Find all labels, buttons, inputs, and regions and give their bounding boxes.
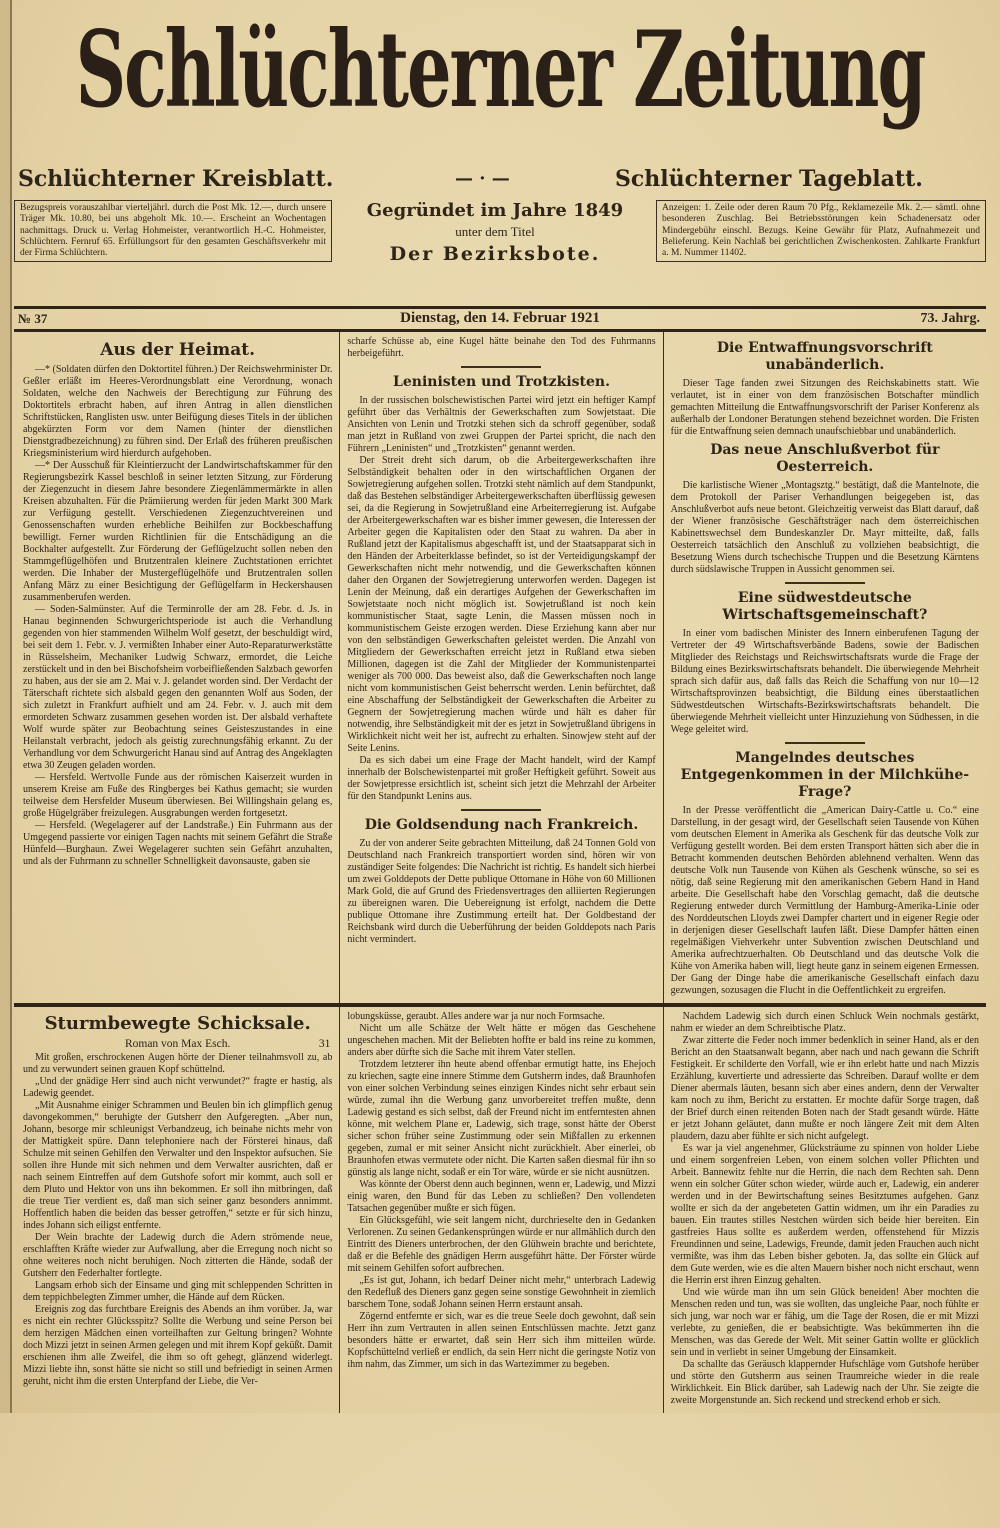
- dateline: [14, 309, 986, 329]
- article-headline: Das neue Anschlußverbot für Oesterreich.: [710, 442, 940, 475]
- carryover-text: scharfe Schüsse ab, eine Kugel hätte beinahe den Tod des Fuhrmanns herbeigeführt.: [347, 336, 656, 359]
- right-news-column: [663, 332, 986, 1003]
- serial-paragraph: Ereignis zog das furchtbare Ereignis des Abends an ihm vorüber. Ja, war es nicht ein rechter Glücksspitz? Sollte die Werbung und seine Person bei dem herzigen Mädchen einen vorteilhaften zur Geltung bringen? Wohnte doch Mizzi jetzt in seinen Armen gelegen und mit ihrem Kopf geküßt. Damit erschienen ihm alle Zweifel, die ihm so oft gehegt, glänzend widerlegt. Mizzi liebte ihn, sonst hätte sie nicht so still und befriedigt in seinen Armen geruht, nicht ihm die ersten Unterpfand der Liebe, die Ver-: [23, 1304, 333, 1387]
- serial-paragraph: Ein Glücksgefühl, wie seit langem nicht, durchrieselte den in Gedanken Verlorenen. Zu seinen Gedankensprüngen würde er nur allmählich durch den Eintritt des Dieners unterbrochen, der den Glühwein brachte und berichtete, daß er die Befehle des gnädigen Herrn ausgeführt hätte. Der Förster würde mit seinem Gehilfen sofort aufbrechen.: [347, 1215, 656, 1274]
- separator: [461, 809, 541, 811]
- founded-line: Gegründet im Jahre 1849: [366, 200, 624, 221]
- article-paragraph: — Hersfeld. (Wegelagerer auf der Landstraße.) Ein Fuhrmann aus der Umgegend passierte vor einigen Tagen nachts mit seinem Gefährt die Straße Hünfeld—Burghaun. Zwei Wegelagerer suchten sein Gefährt anzuhalten, und als der Fuhrmann zu schneller Schnelligkeit davonsauste, gaben sie: [23, 820, 333, 867]
- serial-paragraph: Der Wein brachte der Ladewig durch die Adern strömende neue, erschlafften Kräfte wieder zur Aufwallung, aber die Erregung noch nicht so ohne weiteres noch nicht beruhigen. Noch zitterten die Hände, sodaß der Gutsherr den Federhalter fortlegte.: [23, 1232, 333, 1279]
- issue-number: № 37: [18, 311, 48, 326]
- subscription-info-box: Bezugspreis vorauszahlbar vierteljährl. durch die Post Mk. 12.—, durch unsere Träger Mk. 10.80, bei uns abgeholt Mk. 10.—. Erscheint an Wochentagen nachmittags. Druck u. Verlag Hohmeister, verantwortlich H.-C. Hohmeister, Schlüchtern. Fernruf 65. Erfüllungsort für den gesamten Geschäftsverkehr mit der Firma Schlüchtern.: [14, 200, 332, 262]
- founding-block: [345, 198, 645, 267]
- article-paragraph: Zu der von anderer Seite gebrachten Mitteilung, daß 24 Tonnen Gold von Deutschland nach Frankreich transportiert worden sind, hören wir von zuständiger Seite folgendes: Die Nachricht ist richtig. Es handelt sich hierbei um zwei Golddepots der Dette publique Ottomane in Höhe von 60 Millionen Mark Gold, die auf Grund des Friedensvertrages den alliierten Regierungen zu übereignen waren. Die Uebereignung ist erfolgt, nachdem die Dette publique Ottomane ihre Zustimmung erteilt hat. Der Goldbestand der Reichsbank wird durch die Ueberführung der beiden Golddepots nach Paris nicht vermindert.: [347, 838, 656, 945]
- article-goldsendung: [347, 809, 655, 946]
- serial-paragraph: Nachdem Ladewig sich durch einen Schluck Wein nochmals gestärkt, nahm er wieder an dem Schreibtische Platz.: [670, 1011, 979, 1034]
- serial-byline-row: [23, 1037, 332, 1052]
- under-title-line: unter dem Titel: [455, 224, 535, 239]
- article-paragraph: Der Streit dreht sich darum, ob die Arbeitergewerkschaften ihre Selbständigkeit behalten oder in den wirtschaftlichen Organen der Sowjetregierung aufgehen sollen. Trotzki steht nämlich auf dem Standpunkt, daß das Bestehen selbständiger Arbeitergewerkschaften überflüssig gewesen sei, da die Regierung in Sowjetrußland eine Arbeiterregierung ist. Aufgabe der Arbeitergewerkschaften war es bisher immer gewesen, die Interessen der Arbeiter gegen die Kapitalisten oder den Staat zu wahren. Da aber in Rußland jetzt der Kapitalismus abgeschafft ist, und der Staatsapparat sich in den Händen der Arbeiterklasse befindet, so ist der Verteidigungskampf der Gewerkschaften nicht mehr notwendig, und die Gewerkschaften können daher den Organen der Sowjetregierung unterworfen werden. Dagegen ist Lenin der Meinung, daß ein derartiges Aufgehen der Gewerkschaften im Sowjetstaate noch nicht möglich ist. Sowjetrußland ist noch kein kommunistischer Staat, sagte Lenin, die Massen müssen noch in kommunistischem Geiste erzogen werden. Diese Erziehung kann aber nur von den selbständigen Gewerkschaften geleistet werden. Die Anzahl von Mitgliedern der Gewerkschaften erreicht jetzt in Rußland etwa sieben Millionen, dagegen ist die Zahl der Mitglieder der Kommunistenpartei weniger als 700 000. Das beweist also, daß die Gewerkschaften noch lange nicht vom kommunistischen Geist beherrscht werden. Lenin befürchtet, daß eine Abschaffung der Selbständigkeit der Gewerkschaften die Arbeiter zu Gegnern der Sowjetregierung machen würde und hält es daher für notwendig, ihre Selbständigkeit mit der es jetzt in Sowjetrußland übrigens in Wirklichkeit nicht weit her ist, aufrecht zu erhalten. Sinowjew steht auf der Seite Lenins.: [347, 455, 656, 754]
- serial-paragraph: Trotzdem letzterer ihn heute abend offenbar ermutigt hatte, ins Ehejoch zu kriechen, sagte eine innere Stimme dem Gutsherrn indes, daß Braunhofen von einer solchen Verbindung seines einzigen Kindes nicht sehr erbaut sein würde, zumal ihn die Werbung ganz unvorbereitet treffen mußte, denn Ladewig gestand es sich selbst, daß der Freund nicht im entferntesten ahnen könne, mit welchem Plane er, Ladewig, sich trage, sonst hätte der Oberst sicher schon früher seine Zustimmung oder sein Mißfallen zu erkennen gegeben, zumal er mit seiner Ansicht nicht zurückhielt. Aber einerlei, ob Braunhofen etwas vermutete oder nicht. Die Karten saßen diesmal für ihn so günstig als lange nicht, sodaß er ein Tor wäre, würde er sie nicht ausnützen.: [347, 1059, 656, 1178]
- serial-paragraph: Zögernd entfernte er sich, war es die treue Seele doch gewohnt, daß sein Herr ihn zum Vertrauten in allen seinen Entschlüssen machte. Jetzt ganz besonders hätte er erwartet, daß sein Herr sich ihm mitteilen würde. Kopfschüttelnd verließ er endlich, da sein Herr nicht die geringste Notiz von ihm nahm, das Zimmer, um sich in das Wartezimmer zu begeben.: [347, 1311, 656, 1370]
- serial-paragraph: Mit großen, erschrockenen Augen hörte der Diener teilnahmsvoll zu, ab und zu verwundert seinen grauen Kopf schüttelnd.: [23, 1052, 333, 1075]
- serial-byline: Roman von Max Esch.: [124, 1038, 231, 1050]
- serial-column-3: [663, 1007, 986, 1413]
- article-paragraph: Die karlistische Wiener „Montagsztg.“ bestätigt, daß die Mantelnote, die dem Protokoll der Pariser Verhandlungen beigegeben ist, das Anschlußverbot aufs neue betont. Gleichzeitig verweist das Blatt darauf, daß der Wiener französische Geschäftsträger nach dem österreichischen Kabinettswechsel dem Bundeskanzler Dr. Mayr mitteilte, daß, falls Oesterreich tatsächlich den Anschluß zu vollziehen beabsichtigt, die Besetzung Wiens durch tschechische Truppen und die Besetzung Kärntens durch südslawische Truppen in Aussicht genommen sei.: [670, 480, 979, 575]
- article-paragraph: Dieser Tage fanden zwei Sitzungen des Reichskabinetts statt. Wie verlautet, ist in einer von dem französischen Botschafter mündlich gemachten Mitteilung die Entwaffnungsvorschrift der Pariser Konferenz als außerhalb der Londoner Beratungen stehend bezeichnet worden. Die Fristen für die Entwaffnung seien demnach unaufschiebbar und unabänderlich.: [670, 378, 979, 437]
- right-subtitle: Schlüchterner Tageblatt.: [615, 166, 923, 192]
- serial-paragraph: Da schallte das Geräusch klappernder Hufschläge vom Gutshofe herüber und störte den Gutsherrn aus seinen Traumreiche wieder in die reale Wirklichkeit. Ein Blick darüber, sah Ladewig nach der Uhr. Sie zeigte die zweite Morgenstunde an. Sich reckend und streckend erhob er sich.: [670, 1359, 979, 1406]
- article-paragraph: In der russischen bolschewistischen Partei wird jetzt ein heftiger Kampf geführt über das Verhältnis der Gewerkschaften zum Sowjetstaat. Die Ansichten von Lenin und Trotzki stehen sich da schroff gegenüber, sodaß man jetzt in Rußland von zwei Gruppen der Partei spricht, die nach den Führern „Leninisten“ und „Trotzkisten“ genannt werden.: [347, 395, 656, 454]
- article-paragraph: —* Der Ausschuß für Kleintierzucht der Landwirtschaftskammer für den Regierungsbezirk Kassel beschloß in seiner letzten Sitzung, zur Förderung der Ziegenzucht in diesem Jahre besondere Ziegenlämmermärkte in allen Kreisen abzuhalten. Für die Prämiierung werden für jeden Markt 300 Mark zur Verfügung gestellt. Verschiedenen Ziegenzuchtvereinen und Genossenschaften wurden erhebliche Beihilfen zur Bockbeschaffung bewilligt. Ferner wurden Richtlinien für die Entschädigung an die Bockhalter aufgestellt. Zur Förderung der Geflügelzucht sollen neben den Stammgeflügelhöfen und Brutzentralen kleinere Zuchtstationen errichtet werden. Die Inhaber der Mustergeflügelhöfe und Brutzentralen sollen Anfang März zu einer Besichtigung der Geflügelfarm in Heckershausen zusammenberufen werden.: [23, 460, 333, 603]
- middle-news-column: [339, 332, 662, 1003]
- news-section: [16, 332, 986, 1003]
- separator: [785, 582, 865, 584]
- serial-column-1: [16, 1007, 339, 1413]
- article-headline: Mangelndes deutsches Entgegenkommen in der Milchkühe-Frage?: [680, 750, 970, 800]
- serial-paragraph: Zwar zitterte die Feder noch immer bedenklich in seiner Hand, als er den Bericht an den Staatsanwalt begann, aber nach und nach gewann die Schrift Festigkeit. Er schilderte den Vorfall, wie er ihn erlebt hatte und nach Mizzis Erzählung, kuvertierte und adressierte das Schreiben. Darauf wollte er dem Diener abermals läuten, besann sich aber eines andern, denn der Verwalter kam noch zu ihm, Bericht zu erstatten. Er mochte dafür Sorge tragen, daß der Brief durch einen reitenden Boten nach der Stadt gesandt würde. Hätte er jetzt Johann geläutet, dann mußte er noch längere Zeit mit dem Alten plaudern, dazu aber fühlte er sich nicht aufgelegt.: [670, 1035, 979, 1142]
- advertising-info-box: Anzeigen: 1. Zeile oder deren Raum 70 Pfg., Reklamezeile Mk. 2.— sämtl. ohne besonderen Zuschlag. Bei Betriebsstörungen kein Schadenersatz oder Mindergebühr einschl. Bezugs. Keine Gewähr für Platz, Aufnahmezeit und Belieferung. Kein Nachlaß bei gerichtlichen Zwischenkosten. Zahlkarte Frankfurt a. M. Nummer 11402.: [656, 200, 986, 262]
- serial-paragraph: Nicht um alle Schätze der Welt hätte er mögen das Geschehene ungeschehen machen. Mit der Beliebten hoffte er bald ins reine zu kommen, anders aber dürfte sich die Sache mit ihrem Vater stellen.: [347, 1023, 656, 1058]
- article-headline: Die Goldsendung nach Frankreich.: [364, 817, 639, 833]
- masthead: [0, 0, 1000, 306]
- article-headline: Die Entwaffnungsvorschrift unabänderlich.: [716, 340, 933, 373]
- article-paragraph: — Hersfeld. Wertvolle Funde aus der römischen Kaiserzeit wurden in unserem Kreise am Fuße des Ringberges bei Kathus gemacht; sie wurden teilweise dem Hersfelder Museum überwiesen. Bei Willingshain gelang es, große Hügelgräber freizulegen. Ausgrabungen werden fortgesetzt.: [23, 772, 333, 819]
- serial-column-2: [339, 1007, 662, 1413]
- article-paragraph: Da es sich dabei um eine Frage der Macht handelt, wird der Kampf innerhalb der Bolschewistenpartei mit großer Heftigkeit geführt. Soweit aus der Sowjetpresse ersichtlich ist, scheint sich jetzt die Mehrzahl der Arbeiter für den Standpunkt Lenins aus.: [347, 755, 656, 802]
- article-aus-der-heimat: [16, 332, 339, 1003]
- serial-paragraph: „Mit Ausnahme einiger Schrammen und Beulen bin ich glimpflich genug davongekommen,“ beruhigte der Gutsherr den Aufgeregten. „Aber nun, Johann, besorge mir schleunigst Verbandzeug, ich beinahe nichts mehr von der Mattigkeit spüre. Dann telephoniere nach der Försterei hinaus, daß Schulze mit seinen Gehilfen den Verwalter und den Inspektor aufsuchen. Sie sollen ihre Hunde mit sich nehmen und dem Verwalter ausrichten, daß er nach seinem Eintreffen auf dem Gutshofe sofort mir kommt, auch soll er dem Pluto und Hektor von uns ihn bekommen. Er soll ihn mitbringen, daß die treue Tier verdient es, daß man sich seiner ganz besonders annimmt. Hoffentlich haben die beiden das besser getroffen,“ setzte er für sich hinzu, indes Johann sich eiligst entfernte.: [23, 1100, 333, 1231]
- issue-date: Dienstag, den 14. Februar 1921: [400, 310, 600, 326]
- serial-paragraph: Was könnte der Oberst denn auch beginnen, wenn er, Ladewig, und Mizzi einig waren, den Bund für das Leben zu schließen? Den vollendeten Tatsachen gegenüber mußte er sich fügen.: [347, 1179, 656, 1214]
- article-paragraph: In der Presse veröffentlicht die „American Dairy-Cattle u. Co.“ eine Darstellung, in der gesagt wird, der Gesellschaft seien Tausende von Kühen vom deutschen Element in Amerika als Geschenk für das deutsche Volk zur Verfügung gestellt worden. Bei dem ersten Transport hätten sich aber die in Betracht kommenden deutschen Behörden ablehnend verhalten. Wenn das deutsche Volk nun Tausende von Kühen als Geschenk wünsche, so sei es nötig, daß seine Regierung mit den amerikanischen Gebern Hand in Hand arbeite. Die Gesellschaft habe den Vorschlag gemacht, daß die deutsche Regierung entweder durch Vermittlung der Hamburg-Amerika-Linie oder des Norddeutschen Lloyds zwei Dampfer chartert und in eigener Regie oder in derjenigen dieser Gesellschaft laufen läßt. Diese Dampfer hätten einen regelmäßigen Viehverkehr unter Subvention zwischen Deutschland und Amerika aufrechtzuerhalten. Ob Deutschland und das deutsche Volk die Kühe von Amerika haben will, liegt heute ganz in seinem eigenen Ermessen. Der Gang der Dinge habe die amerikanische Gesellschaft einfach dazu gezwungen, sozusagen die Flucht in die Oeffentlichkeit zu ergreifen.: [670, 805, 979, 996]
- serial-paragraph: lobungsküsse, geraubt. Alles andere war ja nur noch Formsache.: [347, 1011, 605, 1022]
- article-leninisten: [347, 336, 655, 803]
- old-title: Der Bezirksbote.: [389, 243, 601, 265]
- newspaper-title: Schlüchterner Zeitung: [75, 7, 925, 132]
- feuilleton-section: [16, 1007, 986, 1413]
- serial-paragraph: Langsam erhob sich der Einsame und ging mit schleppenden Schritten in dem teppichbelegten Zimmer umher, die Hände auf dem Rücken.: [23, 1280, 333, 1303]
- left-subtitle: Schlüchterner Kreisblatt.: [18, 166, 334, 192]
- subtitle-dash: — · —: [455, 168, 510, 189]
- article-paragraph: — Soden-Salmünster. Auf die Terminrolle der am 28. Febr. d. Js. in Hanau beginnenden Schwurgerichtsperiode ist auch die Verhandlung gegenden von hier stammenden Wilhelm Wolf gesetzt, der beschuldigt wird, bei seit dem 1. Febr. v. J. vermißten Inhaber einer Auto-Reparaturwerkstätte in Rüsselsheim, Mechaniker Ludwig Schwarz, ermordet, die Leiche zerstückelt und in den bei Bischofsheim vorbeifließenden Salzbach geworfen zu haben, aus der sie am 2. Mai v. J. gelandet worden sind. Der Verdacht der Täterschaft richtete sich alsbald gegen den genannten Wolf aus Soden, der sich zuletzt in Frankfurt aufhielt und am 24. Febr. v. J. auch mit dem ermordeten Schwarz zusammen gesehen worden ist. Der alsbald verhaftete Wolf wurde später zur Beobachtung seines Geisteszustandes in eine Heilanstalt verbracht, jedoch als geistig zurechnungsfähig erkannt. Zu der Verhandlung vor dem Schwurgericht Hanau sind auf Antrag des Angeklagten etwa 30 Zeugen geladen worden.: [23, 604, 333, 771]
- article-paragraph: In einer vom badischen Minister des Innern einberufenen Tagung der Vertreter der 49 Wirtschaftsverbände Badens, sowie der Badischen Mitglieder des Reichstags und Reichswirtschaftsrats wurde die Frage der Bildung eines Bezirkswirtschaftsrats behandelt. Die überwiegende Mehrheit sprach sich dafür aus, daß falls das Reich die Schaffung von nur 10—12 Wirtschaftsprovinzen beabsichtigt, die Bildung eines überstaatlichen Südwestdeutschen Wirtschafts-Bezirkswirtschaftsrats behandelt. Die überwiegende Mehrheit vielleicht unter Hinzuziehung von Südhessen, in die Wege geleitet wird.: [670, 628, 979, 735]
- installment-number: 31: [318, 1038, 331, 1050]
- article-paragraph: —* (Soldaten dürfen den Doktortitel führen.) Der Reichswehrminister Dr. Geßler erläßt im Heeres-Verordnungsblatt eine Verordnung, wonach Soldaten, welche den Nachweis der Berechtigung zur Führung des Doktortitels erbracht haben, auf ihren Antrag in allen dienstlichen Schriftstücken, Ranglisten usw. unter Beifügung dieses Titels in der üblichen abgekürzten Form vor dem Namen (hinter der dienstlichen Dienstgradbezeichnung) zu führen sind. Der Erlaß des früheren preußischen Kriegsministerium wird hierdurch aufgehoben.: [23, 364, 333, 459]
- serial-title: Sturmbewegte Schicksale.: [44, 1013, 311, 1034]
- serial-paragraph: Es war ja viel angenehmer, Glücksträume zu spinnen von holder Liebe und einem sorgenfreien Leben, von einem solchen voller Pflichten und Arbeit. Bannewitz fehlte nur die Herrin, die nach dem Rechten sah. Denn wenn ein solcher Güter schon wieder, würde auch er, Ladewig, ein anderer werden und in der Bewirtschaftung seines Besitztumes aufgehen. Ganz wollte er sich da der angebeteten Gattin widmen, um ihr ein Paradies zu bauen. Ein trautes stilles Nestchen würden sich beide hier bereiten. Ein gastfreies Haus sollte es außerdem werden, offenstehend für Mizzis Freundinnen und seine, Ladewigs, Freunde, damit jeden Frauchen auch nicht vermißte, was ihm das Leben bisher geboten. Ja, das sollte ein Glück auf dem Gute werden, wie es die alten Mauern bisher noch nicht erschaut, wenn die Herrin erst ihren Einzug gehalten.: [670, 1143, 979, 1286]
- serial-paragraph: „Und der gnädige Herr sind auch nicht verwundet?“ fragte er hastig, als Ladewig geendet.: [23, 1076, 333, 1099]
- volume-number: 73. Jahrg.: [920, 311, 980, 326]
- article-headline: Aus der Heimat.: [100, 340, 256, 360]
- separator: [785, 742, 865, 744]
- article-headline: Eine südwestdeutsche Wirtschaftsgemeinschaft?: [722, 590, 928, 623]
- separator: [461, 366, 541, 368]
- serial-paragraph: „Es ist gut, Johann, ich bedarf Deiner nicht mehr,“ unterbrach Ladewig den Redefluß des Dieners ganz gegen seine sonstige Gewohnheit in ziemlich barschem Tone, sodaß Johann seinen Herrn erstaunt ansah.: [347, 1275, 656, 1310]
- article-headline: Leninisten und Trotzkisten.: [393, 374, 610, 390]
- serial-paragraph: Und wie würde man ihn um sein Glück beneiden! Aber mochten die Menschen reden und tun, was sie wollten, das ungleiche Paar, noch fühlte er sich jung, war noch war er fähig, um die Tage der Rosen, die er mit Mizzi verlebte, zu genießen, die er beabsichtigte. Was bekümmerten ihn die Menschen, was das Gerede der Welt. Mit seiner Gattin wollte er glücklich sein und in verliebt in seiner Umgebung der Einsamkeit.: [670, 1287, 979, 1358]
